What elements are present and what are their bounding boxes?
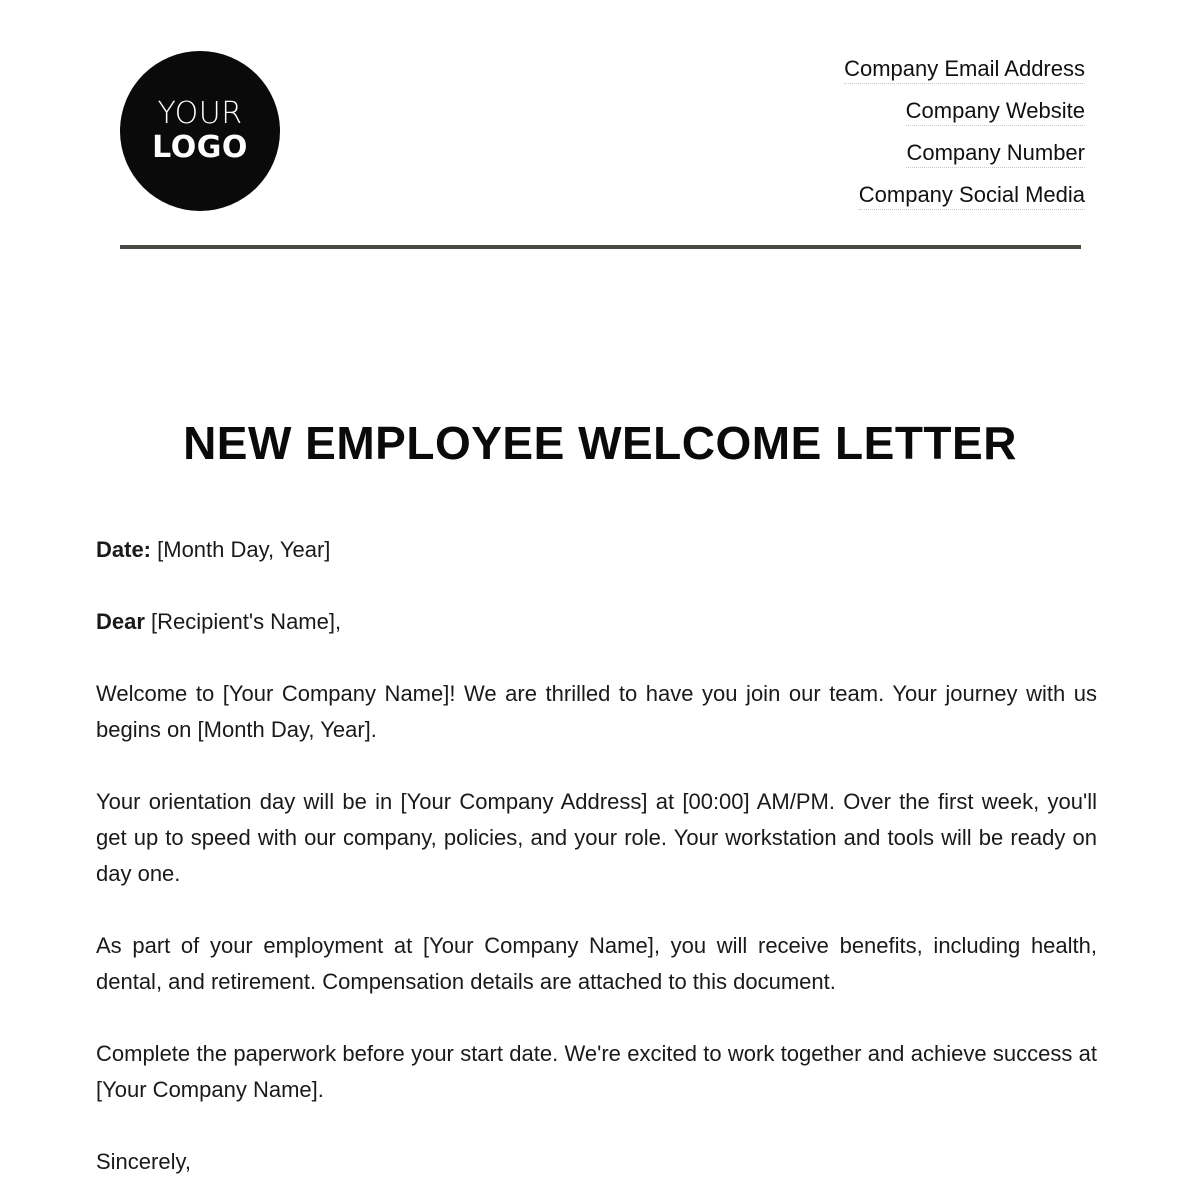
company-social-media: Company Social Media [844,180,1085,222]
paragraph-benefits: As part of your employment at [Your Company Name], you will receive benefits, including health, dental, and retirement. Compensation details are attached to this document. [96,933,1097,994]
paragraph-welcome: Welcome to [Your Company Name]! We are thrilled to have you join our team. Your journey with us begins on [Month Day, Year]. [96,681,1097,742]
document-title: NEW EMPLOYEE WELCOME LETTER [183,417,1017,469]
company-email: Company Email Address [844,54,1085,96]
logo-text-bottom: LOGO [152,130,248,165]
closing: Sincerely, [96,1149,191,1174]
recipient-name: [Recipient's Name], [144,609,342,634]
date-line [96,532,1097,568]
header-divider [120,245,1081,249]
company-number: Company Number [844,138,1085,180]
date-value: [Month Day, Year] [151,537,331,562]
letter-body [96,532,1097,1200]
salutation-label: Dear [96,609,145,634]
paragraph-orientation: Your orientation day will be in [Your Company Address] at [00:00] AM/PM. Over the first week, you'll get up to speed with our company, policies, and your role. Your workstation and tools will be ready on day one. [96,789,1097,886]
logo-text-top: YOUR [157,96,243,131]
company-contact-block [844,54,1085,222]
date-label: Date: [96,537,152,562]
company-website: Company Website [844,96,1085,138]
paragraph-paperwork: Complete the paperwork before your start date. We're excited to work together and achieve success at [Your Company Name]. [96,1041,1097,1102]
salutation [96,604,1097,640]
company-logo [120,51,280,211]
